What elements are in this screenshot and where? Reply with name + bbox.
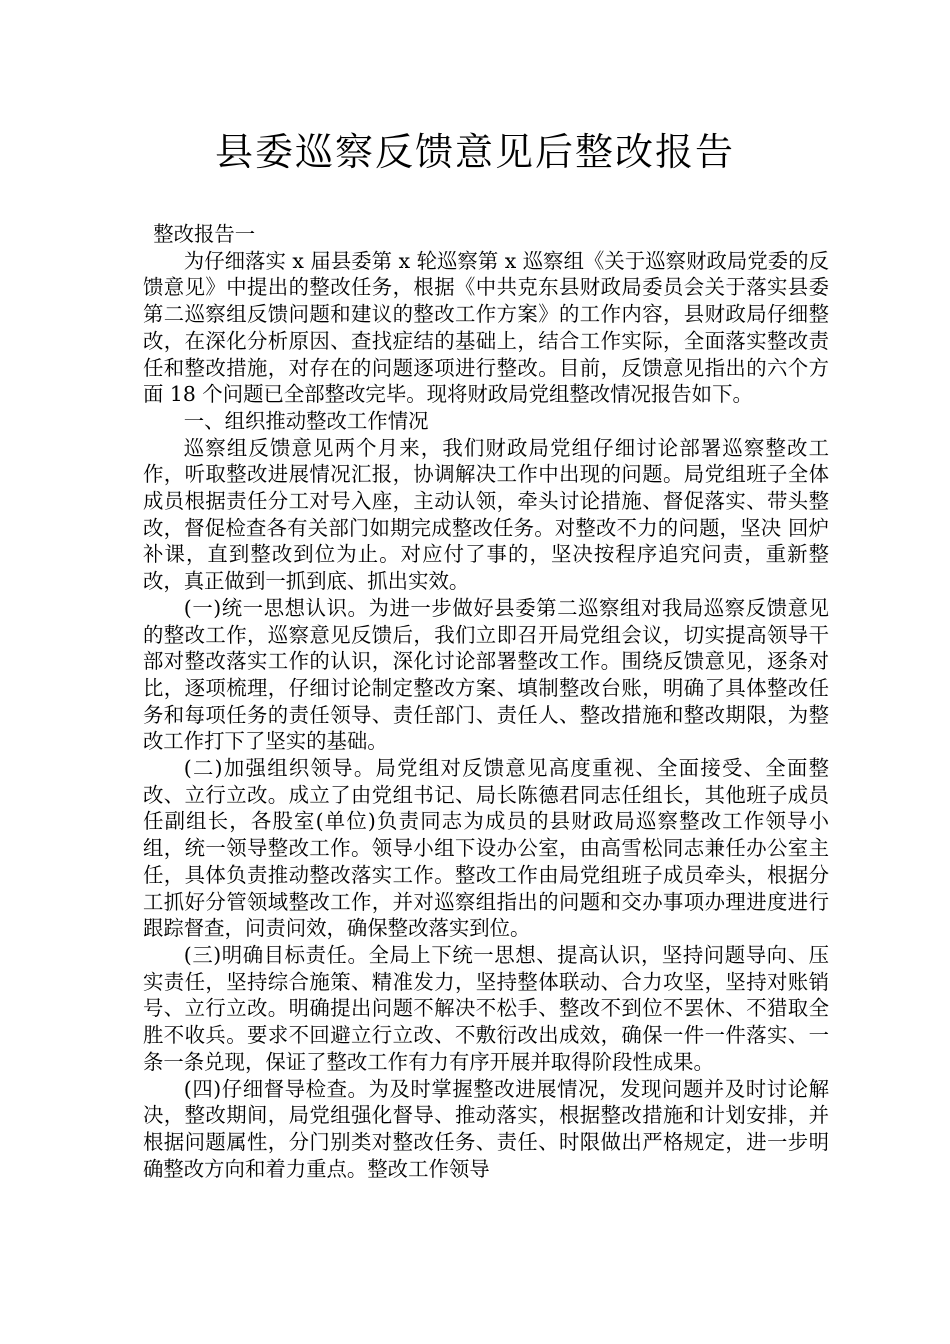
intro-paragraph: 为仔细落实 x 届县委第 x 轮巡察第 x 巡察组《关于巡察财政局党委的反馈意见》中提出的整改任务，根据《中共克东县财政局委员会关于落实县委第二巡察组反馈问题和建议的整改工作方案》的工作内容，县财政局仔细整改，在深化分析原因、查找症结的基础上，结合工作实际，全面落实整改责任和整改措施，对存在的问题逐项进行整改。目前，反馈意见指出的六个方面 18 个问题已全部整改完毕。现将财政局党组整改情况报告如下。 xyxy=(143,248,829,407)
body-paragraph: (二)加强组织领导。局党组对反馈意见高度重视、全面接受、全面整改、立行立改。成立了由党组书记、局长陈德君同志任组长，其他班子成员任副组长，各股室(单位)负责同志为成员的县财政局巡察整改工作领导小组，统一领导整改工作。领导小组下设办公室，由高雪松同志兼任办公室主任，具体负责推动整改落实工作。整改工作由局党组班子成员牵头，根据分工抓好分管领域整改工作，并对巡察组指出的问题和交办事项办理进度进行跟踪督查，问责问效，确保整改落实到位。 xyxy=(143,756,829,941)
section-label: 整改报告一 xyxy=(153,222,256,246)
body-paragraph: (四)仔细督导检查。为及时掌握整改进展情况，发现问题并及时讨论解决，整改期间，局党组强化督导、推动落实，根据整改措施和计划安排，并根据问题属性，分门别类对整改任务、责任、时限做出严格规定，进一步明确整改方向和着力重点。整改工作领导 xyxy=(143,1076,829,1181)
body-paragraph: 巡察组反馈意见两个月来，我们财政局党组仔细讨论部署巡察整改工作，听取整改进展情况汇报，协调解决工作中出现的问题。局党组班子全体成员根据责任分工对号入座，主动认领，牵头讨论措施、督促落实、带头整改，督促检查各有关部门如期完成整改任务。对整改不力的问题，坚决 回炉 补课，直到整改到位为止。对应付了事的，坚决按程序追究问责，重新整改，真正做到一抓到底、抓出实效。 xyxy=(143,435,829,594)
body-paragraph: (一)统一思想认识。为进一步做好县委第二巡察组对我局巡察反馈意见的整改工作，巡察意见反馈后，我们立即召开局党组会议，切实提高领导干部对整改落实工作的认识，深化讨论部署整改工作。围绕反馈意见，逐条对比，逐项梳理，仔细讨论制定整改方案、填制整改台账，明确了具体整改任务和每项任务的责任领导、责任部门、责任人、整改措施和整改期限，为整改工作打下了坚实的基础。 xyxy=(143,595,829,754)
document-body xyxy=(143,221,829,1182)
section-heading: 一、组织推动整改工作情况 xyxy=(183,408,429,433)
document-title: 县委巡察反馈意见后整改报告 xyxy=(214,130,735,174)
body-paragraph: (三)明确目标责任。全局上下统一思想、提高认识，坚持问题导向、压实责任，坚持综合施策、精准发力，坚持整体联动、合力攻坚，坚持对账销号、立行立改。明确提出问题不解决不松手、整改不到位不罢休、不猎取全胜不收兵。要求不回避立行立改、不敷衍改出成效，确保一件一件落实、一条一条兑现，保证了整改工作有力有序开展并取得阶段性成果。 xyxy=(143,942,829,1074)
